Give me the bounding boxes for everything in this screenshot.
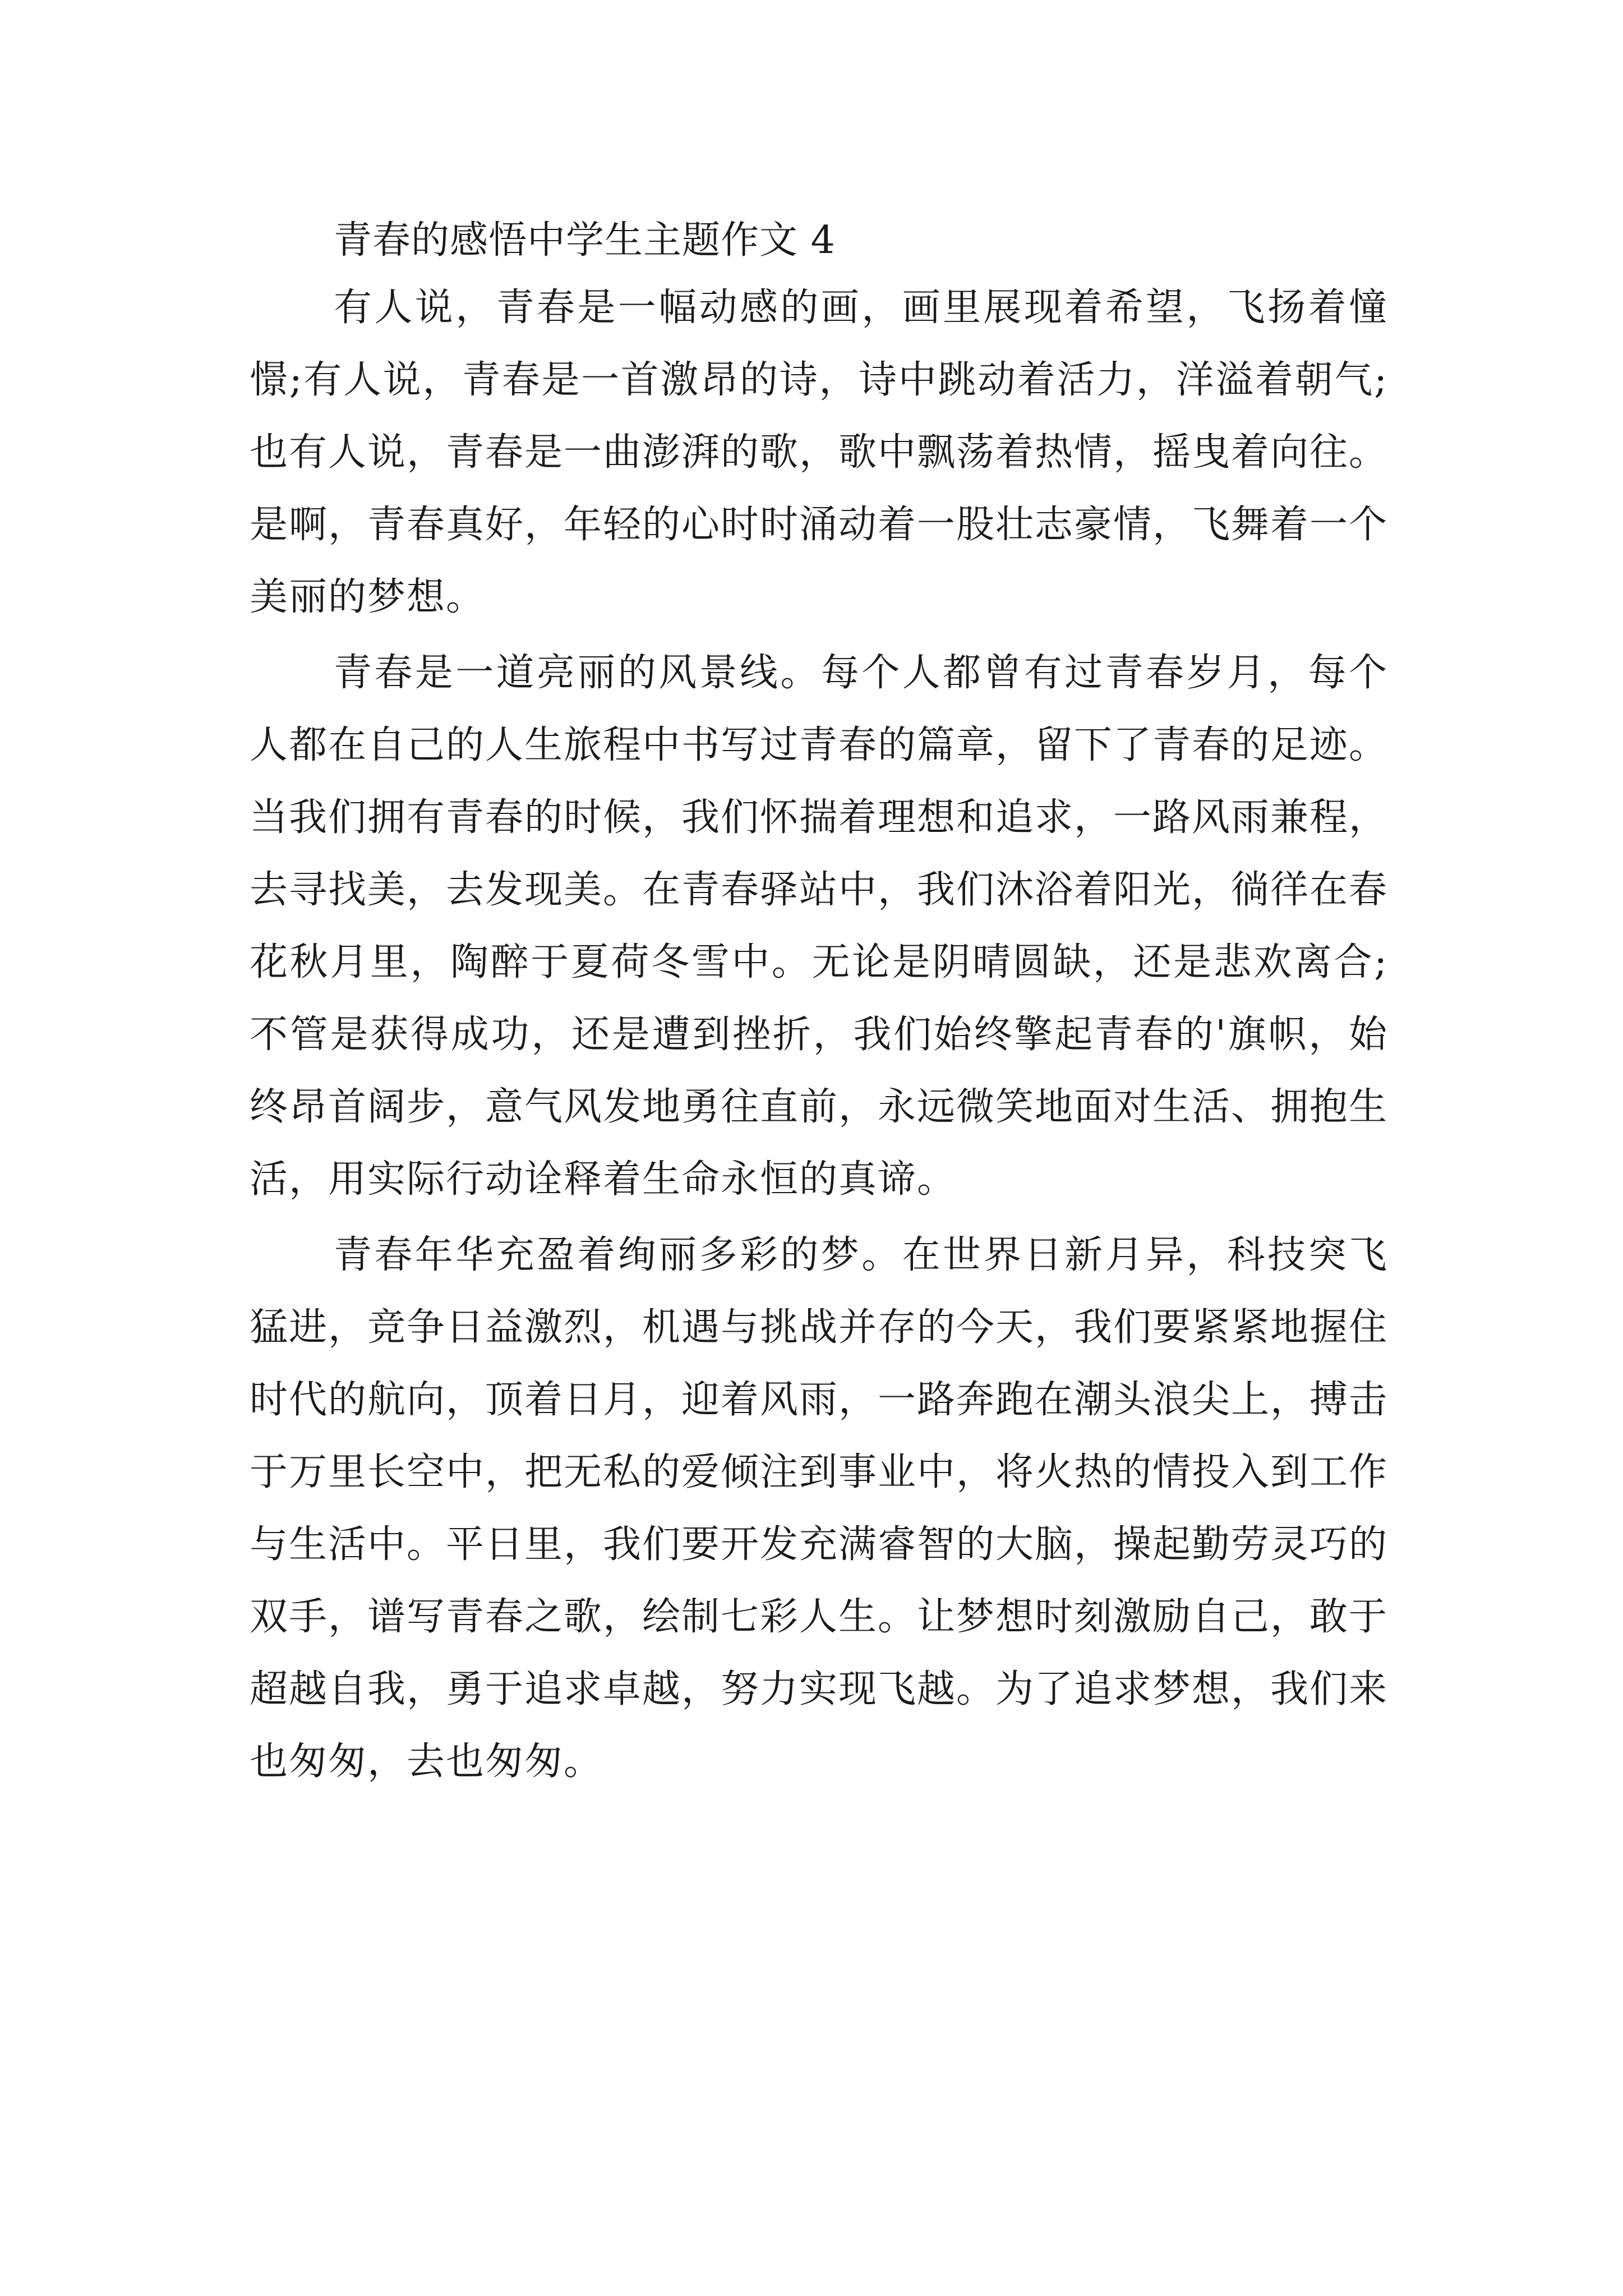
document-title: 青春的感悟中学生主题作文 4 <box>334 218 836 263</box>
paragraph-2: 青春是一道亮丽的风景线。每个人都曾有过青春岁月，每个人都在自己的人生旅程中书写过青春的篇章，留下了青春的足迹。当我们拥有青春的时候，我们怀揣着理想和追求，一路风雨兼程，去寻找美，去发现美。在青春驿站中，我们沐浴着阳光，徜徉在春花秋月里，陶醉于夏荷冬雪中。无论是阴晴圆缺，还是悲欢离合;不管是获得成功，还是遭到挫折，我们始终擎起青春的'旗帜，始终昂首阔步，意气风发地勇往直前，永远微笑地面对生活、拥抱生活，用实际行动诠释着生命永恒的真谛。 <box>250 651 1389 1202</box>
paragraph-1: 有人说，青春是一幅动感的画，画里展现着希望，飞扬着憧憬;有人说，青春是一首激昂的诗，诗中跳动着活力，洋溢着朝气;也有人说，青春是一曲澎湃的歌，歌中飘荡着热情，摇曳着向往。是啊，青春真好，年轻的心时时涌动着一股壮志豪情，飞舞着一个美丽的梦想。 <box>250 286 1389 619</box>
paragraph-3: 青春年华充盈着绚丽多彩的梦。在世界日新月异，科技突飞猛进，竞争日益激烈，机遇与挑战并存的今天，我们要紧紧地握住时代的航向，顶着日月，迎着风雨，一路奔跑在潮头浪尖上，搏击于万里长空中，把无私的爱倾注到事业中，将火热的情投入到工作与生活中。平日里，我们要开发充满睿智的大脑，操起勤劳灵巧的双手，谱写青春之歌，绘制七彩人生。让梦想时刻激励自己，敢于超越自我，勇于追求卓越，努力实现飞越。为了追求梦想，我们来也匆匆，去也匆匆。 <box>250 1233 1389 1784</box>
document-body <box>250 213 1388 1798</box>
